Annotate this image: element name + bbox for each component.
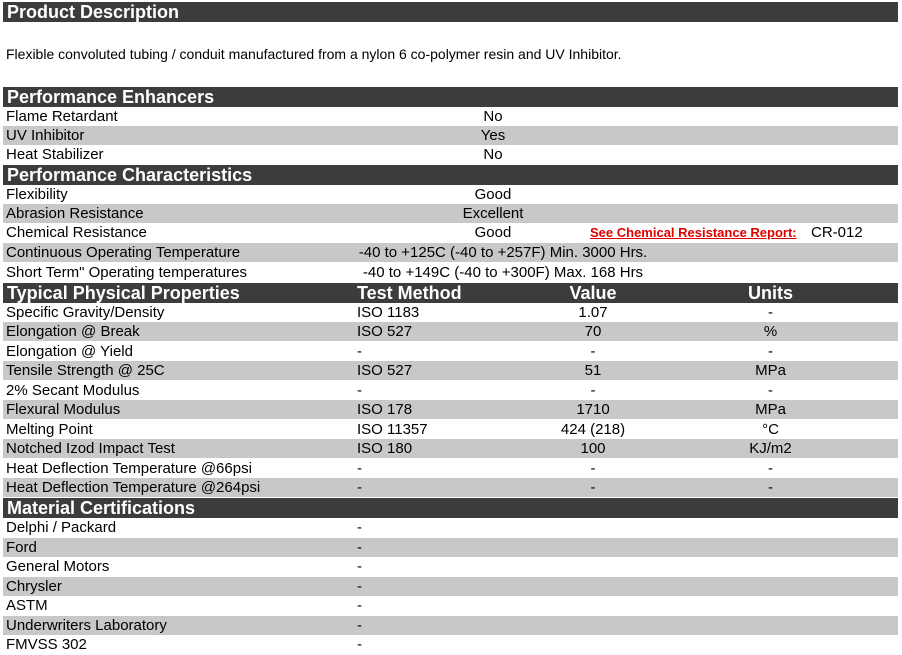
- row-label: Short Term" Operating temperatures: [6, 264, 247, 281]
- table-row: [3, 361, 898, 380]
- row-method: ISO 180: [357, 440, 413, 457]
- row-label: Underwriters Laboratory: [6, 617, 167, 634]
- column-header-value: Value: [569, 283, 617, 303]
- row-value: -: [357, 636, 362, 653]
- table-row: [3, 342, 898, 361]
- row-value: -: [590, 343, 596, 360]
- report-code: CR-012: [811, 224, 863, 241]
- table-row: [3, 478, 898, 497]
- row-value: -: [357, 597, 362, 614]
- physical-properties-header: [3, 283, 898, 303]
- row-label: 2% Secant Modulus: [6, 382, 140, 399]
- row-label: Flame Retardant: [6, 108, 118, 125]
- table-row: [3, 223, 898, 242]
- row-label: ASTM: [6, 597, 48, 614]
- section-title: Performance Characteristics: [7, 165, 253, 185]
- row-units: %: [763, 323, 778, 340]
- column-header-test-method: Test Method: [357, 283, 462, 303]
- table-row: [3, 635, 898, 654]
- performance-enhancers-header: [3, 87, 898, 107]
- table-row: [3, 107, 898, 126]
- row-value: Excellent: [462, 205, 524, 222]
- row-value: -: [357, 558, 362, 575]
- table-row: [3, 518, 898, 537]
- row-units: °C: [762, 421, 779, 438]
- table-row: [3, 243, 898, 262]
- row-value: No: [483, 146, 503, 163]
- row-label: Elongation @ Yield: [6, 343, 133, 360]
- row-value: -: [357, 519, 362, 536]
- row-label: Tensile Strength @ 25C: [6, 362, 165, 379]
- row-method: ISO 178: [357, 401, 413, 418]
- row-units: -: [768, 479, 773, 496]
- table-row: [3, 538, 898, 557]
- row-label: Continuous Operating Temperature: [6, 244, 241, 261]
- row-method: -: [357, 460, 362, 477]
- product-description-header: [3, 2, 898, 22]
- column-header-units: Units: [748, 283, 793, 303]
- row-label: Specific Gravity/Density: [6, 304, 165, 321]
- table-row: [3, 439, 898, 458]
- row-method: ISO 527: [357, 323, 413, 340]
- row-label: Elongation @ Break: [6, 323, 140, 340]
- row-value: -40 to +125C (-40 to +257F) Min. 3000 Hrs.: [358, 244, 648, 261]
- table-row: [3, 145, 898, 164]
- row-label: General Motors: [6, 558, 110, 575]
- row-value: 424 (218): [560, 421, 626, 438]
- row-value: 70: [584, 323, 602, 340]
- table-row: [3, 557, 898, 576]
- table-row: [3, 400, 898, 419]
- row-value: -: [357, 617, 362, 634]
- table-row: [3, 596, 898, 615]
- row-value: 100: [580, 440, 606, 457]
- row-value: 1710: [576, 401, 610, 418]
- table-row: [3, 577, 898, 596]
- row-label: Chrysler: [6, 578, 62, 595]
- row-label: Notched Izod Impact Test: [6, 440, 175, 457]
- row-value: -: [590, 460, 596, 477]
- table-row: [3, 616, 898, 635]
- row-value: -: [357, 578, 362, 595]
- performance-characteristics-header: [3, 165, 898, 185]
- row-units: -: [768, 382, 773, 399]
- table-row: [3, 263, 898, 282]
- row-label: Delphi / Packard: [6, 519, 117, 536]
- row-units: MPa: [755, 362, 786, 379]
- row-value: Yes: [480, 127, 506, 144]
- section-title: Product Description: [7, 2, 180, 22]
- section-title: Typical Physical Properties: [7, 283, 240, 303]
- row-units: -: [768, 304, 773, 321]
- row-method: -: [357, 479, 362, 496]
- material-certifications-header: [3, 498, 898, 518]
- chemical-resistance-report-link[interactable]: See Chemical Resistance Report:: [590, 225, 797, 240]
- row-value: -: [357, 539, 362, 556]
- table-row: [3, 381, 898, 400]
- row-method: -: [357, 343, 362, 360]
- row-label: Abrasion Resistance: [6, 205, 144, 222]
- row-label: Flexibility: [6, 186, 68, 203]
- row-units: -: [768, 460, 773, 477]
- row-label: Heat Stabilizer: [6, 146, 104, 163]
- row-units: MPa: [755, 401, 786, 418]
- row-value: 1.07: [578, 304, 608, 321]
- row-units: -: [768, 343, 773, 360]
- row-label: Ford: [6, 539, 37, 556]
- row-method: ISO 1183: [357, 304, 420, 321]
- row-value: Good: [474, 186, 512, 203]
- table-row: [3, 322, 898, 341]
- row-label: Flexural Modulus: [6, 401, 121, 418]
- row-value: No: [483, 108, 503, 125]
- row-value: -: [590, 479, 596, 496]
- row-value: -: [590, 382, 596, 399]
- table-row: [3, 303, 898, 322]
- row-label: Heat Deflection Temperature @264psi: [6, 479, 261, 496]
- row-value: -40 to +149C (-40 to +300F) Max. 168 Hrs: [362, 264, 644, 281]
- section-title: Performance Enhancers: [7, 87, 215, 107]
- row-label: FMVSS 302: [6, 636, 87, 653]
- row-label: Melting Point: [6, 421, 93, 438]
- table-row: [3, 204, 898, 223]
- row-method: ISO 11357: [357, 421, 428, 438]
- row-label: Heat Deflection Temperature @66psi: [6, 460, 252, 477]
- table-row: [3, 185, 898, 204]
- row-label: UV Inhibitor: [6, 127, 85, 144]
- table-row: [3, 126, 898, 145]
- table-row: [3, 459, 898, 478]
- section-title: Material Certifications: [7, 498, 196, 518]
- table-row: [3, 420, 898, 439]
- row-label: Chemical Resistance: [6, 224, 147, 241]
- row-method: ISO 527: [357, 362, 413, 379]
- row-value: 51: [584, 362, 602, 379]
- row-units: KJ/m2: [749, 440, 792, 457]
- product-description-text: Flexible convoluted tubing / conduit manufactured from a nylon 6 co-polymer resin and UV Inhibitor.: [6, 46, 622, 62]
- row-method: -: [357, 382, 362, 399]
- row-value: Good: [474, 224, 512, 241]
